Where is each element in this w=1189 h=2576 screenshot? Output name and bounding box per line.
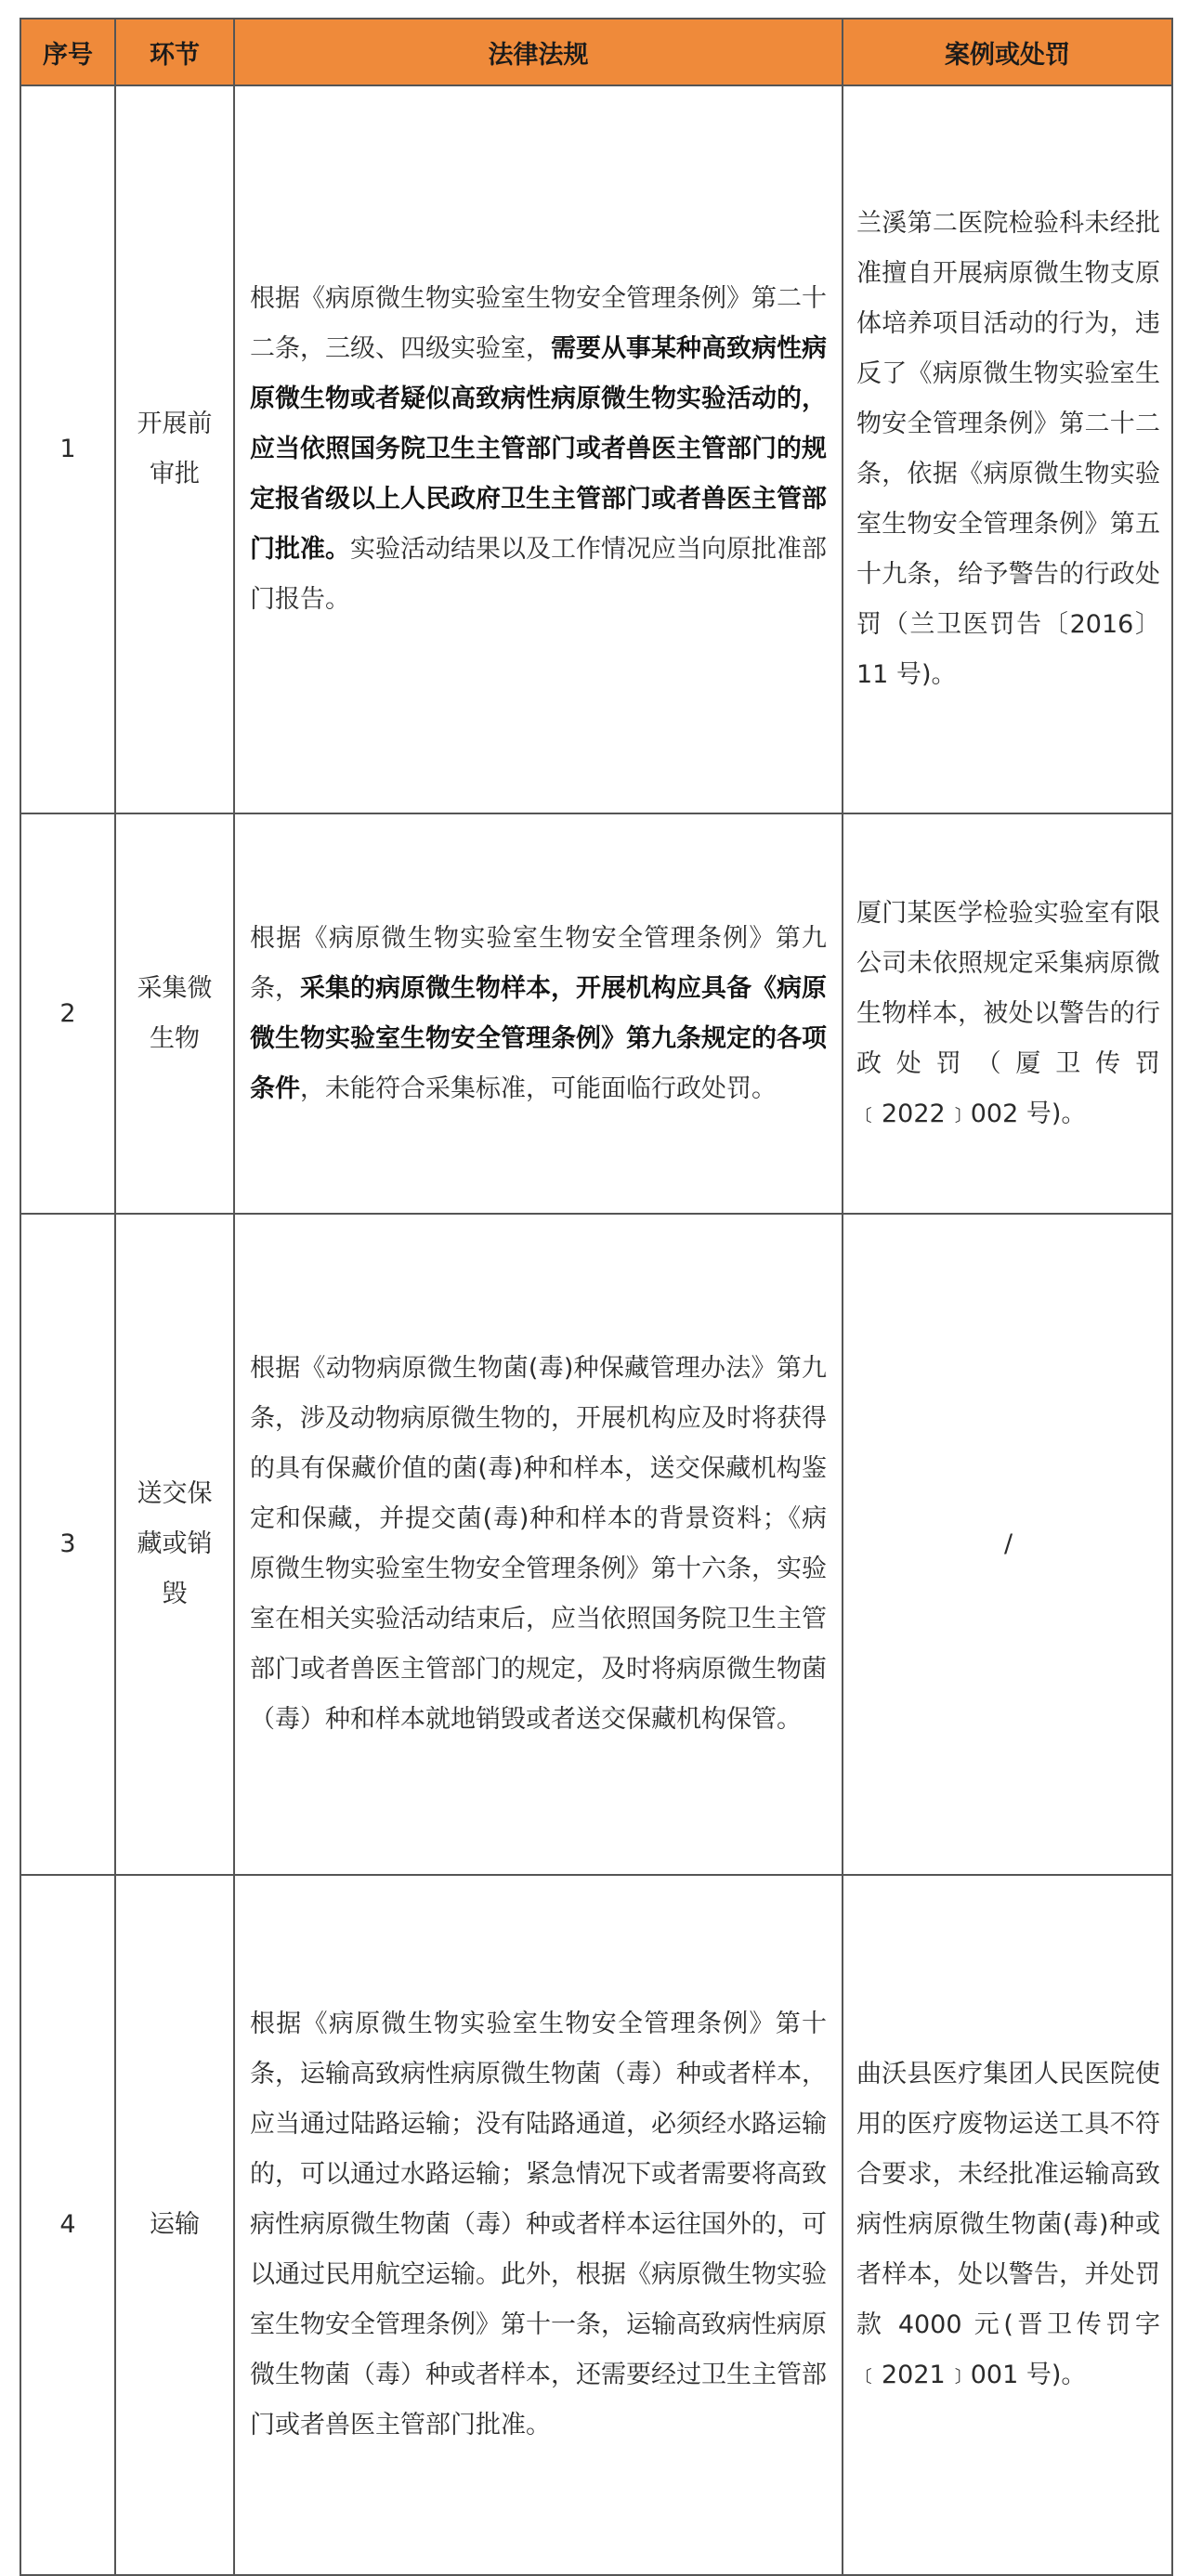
- law-text: 根据《动物病原微生物菌(毒)种保藏管理办法》第九条，涉及动物病原微生物的，开展机构应及时将获得的具有保藏价值的菌(毒)种和样本，送交保藏机构鉴定和保藏，并提交菌(毒)种和样本的背景资料；《病原微生物实验室生物安全管理条例》第十六条，实验室在相关实验活动结束后，应当依照国务院卫生主管部门或者兽医主管部门的规定，及时将病原微生物菌（毒）种和样本就地销毁或者送交保藏机构保管。: [250, 1354, 827, 1734]
- row-stage: 采集微生物: [115, 813, 234, 1214]
- law-text-end: ，未能符合采集标准，可能面临行政处罚。: [300, 1073, 777, 1103]
- row-number: 4: [20, 1875, 115, 2575]
- table-row: [20, 1875, 1172, 2575]
- law-text-bold: 采集的病原微生物样本，开展机构应具备《病原微生物实验室生物安全管理条例》第九条规定的各项条件: [250, 973, 827, 1103]
- law-text-bold: 需要从事某种高致病性病原微生物或者疑似高致病性病原微生物实验活动的，应当依照国务院卫生主管部门或者兽医主管部门的规定报省级以上人民政府卫生主管部门或者兽医主管部门批准。: [250, 334, 827, 564]
- row-stage: 运输: [115, 1875, 234, 2575]
- row-stage: 送交保藏或销毁: [115, 1214, 234, 1875]
- law-text: 根据《病原微生物实验室生物安全管理条例》第九条，: [250, 923, 827, 1003]
- row-case: 曲沃县医疗集团人民医院使用的医疗废物运送工具不符合要求，未经批准运输高致病性病原微生物菌(毒)种或者样本，处以警告，并处罚款 4000 元(晋卫传罚字﹝2021﹞001 号)。: [843, 1875, 1172, 2575]
- row-law: [234, 85, 843, 813]
- row-case: 兰溪第二医院检验科未经批准擅自开展病原微生物支原体培养项目活动的行为，违反了《病原微生物实验室生物安全管理条例》第二十二条，依据《病原微生物实验室生物安全管理条例》第五十九条，给予警告的行政处罚（兰卫医罚告〔2016〕11 号)。: [843, 85, 1172, 813]
- header-row: [20, 19, 1172, 85]
- row-case: 厦门某医学检验实验室有限公司未依照规定采集病原微生物样本，被处以警告的行政处罚（厦卫传罚﹝2022﹞002 号)。: [843, 813, 1172, 1214]
- header-law: 法律法规: [234, 19, 843, 85]
- header-stage: 环节: [115, 19, 234, 85]
- law-text-end: 实验活动结果以及工作情况应当向原批准部门报告。: [250, 535, 827, 614]
- table-row: [20, 85, 1172, 813]
- row-number: 1: [20, 85, 115, 813]
- header-case: 案例或处罚: [843, 19, 1172, 85]
- row-law: [234, 813, 843, 1214]
- row-case: /: [843, 1214, 1172, 1875]
- regulation-table-wrapper: [20, 18, 1171, 2576]
- table-row: [20, 1214, 1172, 1875]
- header-no: 序号: [20, 19, 115, 85]
- row-number: 2: [20, 813, 115, 1214]
- row-law: [234, 1875, 843, 2575]
- row-number: 3: [20, 1214, 115, 1875]
- law-text: 根据《病原微生物实验室生物安全管理条例》第十条，运输高致病性病原微生物菌（毒）种或者样本，应当通过陆路运输；没有陆路通道，必须经水路运输的，可以通过水路运输；紧急情况下或者需要将高致病性病原微生物菌（毒）种或者样本运往国外的，可以通过民用航空运输。此外，根据《病原微生物实验室生物安全管理条例》第十一条，运输高致病性病原微生物菌（毒）种或者样本，还需要经过卫生主管部门或者兽医主管部门批准。: [250, 2010, 827, 2439]
- regulation-table: [20, 18, 1173, 2576]
- row-stage: 开展前审批: [115, 85, 234, 813]
- law-text: 根据《病原微生物实验室生物安全管理条例》第二十二条，三级、四级实验室，: [250, 284, 827, 363]
- row-law: [234, 1214, 843, 1875]
- table-row: [20, 813, 1172, 1214]
